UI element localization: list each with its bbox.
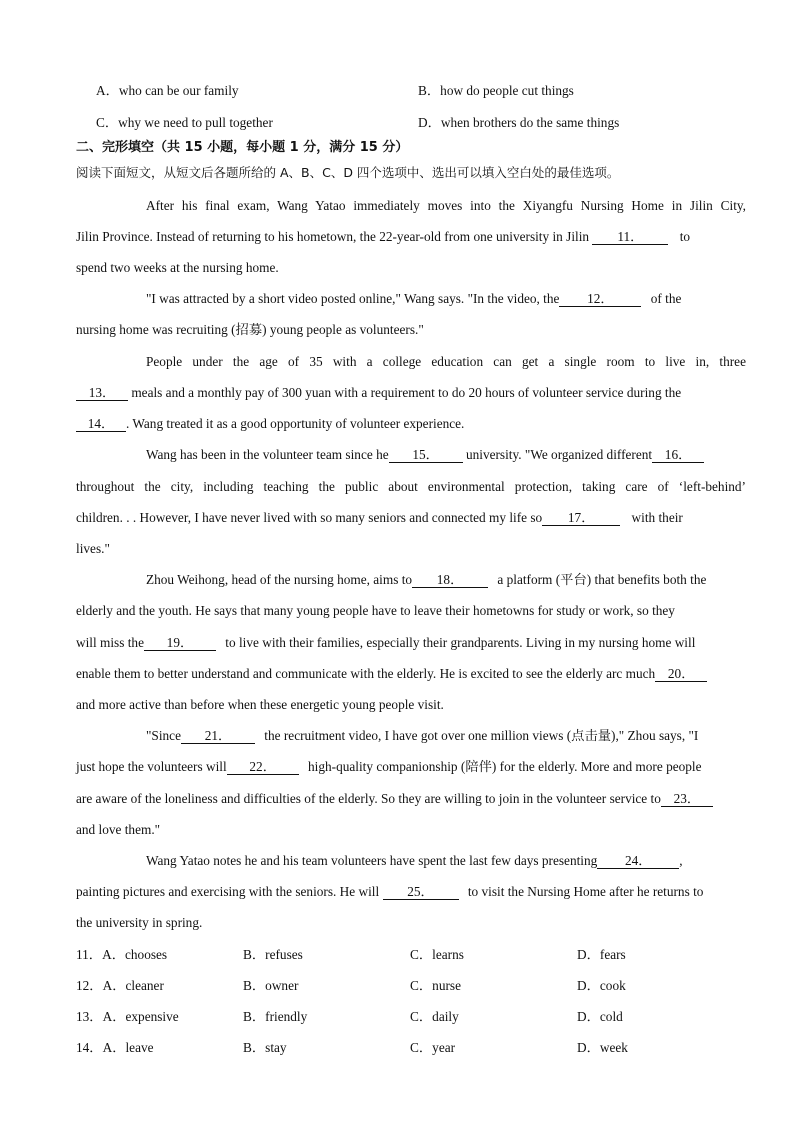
prev-option-c: C．why we need to pull together bbox=[96, 115, 273, 130]
question-14-option-c: C．year bbox=[410, 1040, 456, 1055]
passage-line bbox=[146, 290, 746, 308]
blank-13: 13． bbox=[76, 385, 128, 401]
passage-text: Wang Yatao notes he and his team volunteers have spent the last few days presenting bbox=[146, 853, 598, 868]
passage-line: After his final exam, Wang Yatao immediately moves into the Xiyangfu Nursing Home in Jilin City, bbox=[146, 198, 746, 213]
question-14-option-a: 14．A．leave bbox=[76, 1040, 154, 1055]
question-11-option-d: D．fears bbox=[577, 947, 626, 962]
section-instruction: 阅读下面短文，从短文后各题所给的 A、B、C、D 四个选项中、选出可以填入空白处的最佳选项。 bbox=[76, 165, 620, 180]
prev-option-a: A．who can be our family bbox=[96, 83, 239, 98]
section-title: 二、完形填空（共 15 小题，每小题 1 分，满分 15 分） bbox=[76, 140, 409, 155]
passage-line: the university in spring. bbox=[76, 915, 203, 930]
question-13-option-a: 13．A．expensive bbox=[76, 1009, 179, 1024]
passage-line: nursing home was recruiting (招募) young people as volunteers." bbox=[76, 322, 424, 337]
passage-line bbox=[76, 509, 746, 527]
passage-line bbox=[76, 384, 746, 402]
passage-line: and love them." bbox=[76, 822, 161, 837]
passage-line: throughout the city, including teaching the public about environmental protection, taking care of ‘left-behind’ bbox=[76, 479, 746, 494]
passage-text: a platform (平台) that benefits both the bbox=[494, 572, 707, 587]
question-11-option-c: C．learns bbox=[410, 947, 464, 962]
blank-17: 17． bbox=[542, 510, 620, 526]
passage-line: lives." bbox=[76, 541, 110, 556]
blank-16: 16． bbox=[652, 447, 704, 463]
passage-line: elderly and the youth. He says that many young people have to leave their hometowns for study or work, so they bbox=[76, 603, 675, 618]
passage-text: Zhou Weihong, head of the nursing home, aims to bbox=[146, 572, 413, 587]
passage-line bbox=[76, 665, 746, 683]
blank-25: 25． bbox=[383, 884, 459, 900]
blank-23: 23． bbox=[661, 791, 713, 807]
passage-line bbox=[76, 790, 746, 808]
passage-text: children. . . However, I have never lived with so many seniors and connected my life so bbox=[76, 510, 543, 525]
passage-text: Wang has been in the volunteer team since he bbox=[146, 447, 389, 462]
prev-option-b: B．how do people cut things bbox=[418, 83, 574, 98]
passage-line: and more active than before when these energetic young people visit. bbox=[76, 697, 444, 712]
question-14-option-d: D．week bbox=[577, 1040, 628, 1055]
passage-text: meals and a monthly pay of 300 yuan with a requirement to do 20 hours of volunteer service during the bbox=[128, 385, 682, 400]
passage-text: "I was attracted by a short video posted online," Wang says. "In the video, the bbox=[146, 291, 560, 306]
passage-text: enable them to better understand and communicate with the elderly. He is excited to see the elderly arc much bbox=[76, 666, 656, 681]
question-12-option-d: D．cook bbox=[577, 978, 626, 993]
passage-text: the recruitment video, I have got over one million views (点击量)," Zhou says, "I bbox=[260, 728, 699, 743]
question-12-option-a: 12．A．cleaner bbox=[76, 978, 164, 993]
blank-22: 22． bbox=[227, 759, 299, 775]
blank-11: 11． bbox=[592, 229, 668, 245]
blank-15: 15． bbox=[389, 447, 463, 463]
blank-12: 12． bbox=[559, 291, 641, 307]
question-12-option-b: B．owner bbox=[243, 978, 299, 993]
passage-text: with their bbox=[628, 510, 683, 525]
passage-text: "Since bbox=[146, 728, 181, 743]
passage-text: painting pictures and exercising with the seniors. He will bbox=[76, 884, 383, 899]
blank-18: 18． bbox=[412, 572, 488, 588]
passage-line bbox=[146, 852, 746, 870]
blank-20: 20． bbox=[655, 666, 707, 682]
passage-line bbox=[76, 228, 746, 246]
passage-line bbox=[76, 758, 746, 776]
prev-option-d: D．when brothers do the same things bbox=[418, 115, 620, 130]
passage-text: just hope the volunteers will bbox=[76, 759, 227, 774]
question-14-option-b: B．stay bbox=[243, 1040, 287, 1055]
passage-text: will miss the bbox=[76, 635, 144, 650]
passage-line: spend two weeks at the nursing home. bbox=[76, 260, 279, 275]
question-13-option-d: D．cold bbox=[577, 1009, 623, 1024]
passage-text: Jilin Province. Instead of returning to his hometown, the 22-year-old from one university in Jilin bbox=[76, 229, 593, 244]
passage-line bbox=[146, 571, 746, 589]
passage-line bbox=[146, 446, 746, 464]
passage-line bbox=[76, 415, 746, 433]
blank-21: 21． bbox=[181, 728, 255, 744]
passage-text: to live with their families, especially their grandparents. Living in my nursing home will bbox=[221, 635, 696, 650]
question-11-option-b: B．refuses bbox=[243, 947, 303, 962]
passage-text: to visit the Nursing Home after he returns to bbox=[464, 884, 704, 899]
passage-text: . Wang treated it as a good opportunity of volunteer experience. bbox=[126, 416, 465, 431]
passage-text: to bbox=[676, 229, 691, 244]
passage-line bbox=[76, 883, 746, 901]
question-13-option-c: C．daily bbox=[410, 1009, 459, 1024]
passage-text: university. "We organized different bbox=[462, 447, 653, 462]
blank-14: 14． bbox=[76, 416, 126, 432]
question-11-option-a: 11．A．chooses bbox=[76, 947, 168, 962]
passage-text: , bbox=[679, 853, 683, 868]
question-12-option-c: C．nurse bbox=[410, 978, 461, 993]
blank-24: 24． bbox=[597, 853, 679, 869]
passage-text: high-quality companionship (陪伴) for the elderly. More and more people bbox=[304, 759, 702, 774]
passage-line: People under the age of 35 with a college education can get a single room to live in, three bbox=[146, 354, 746, 369]
passage-line bbox=[146, 727, 746, 745]
passage-line bbox=[76, 634, 746, 652]
blank-19: 19． bbox=[144, 635, 216, 651]
question-13-option-b: B．friendly bbox=[243, 1009, 308, 1024]
passage-text: are aware of the loneliness and difficulties of the elderly. So they are willing to join in the volunteer service to bbox=[76, 791, 661, 806]
passage-text: of the bbox=[647, 291, 682, 306]
